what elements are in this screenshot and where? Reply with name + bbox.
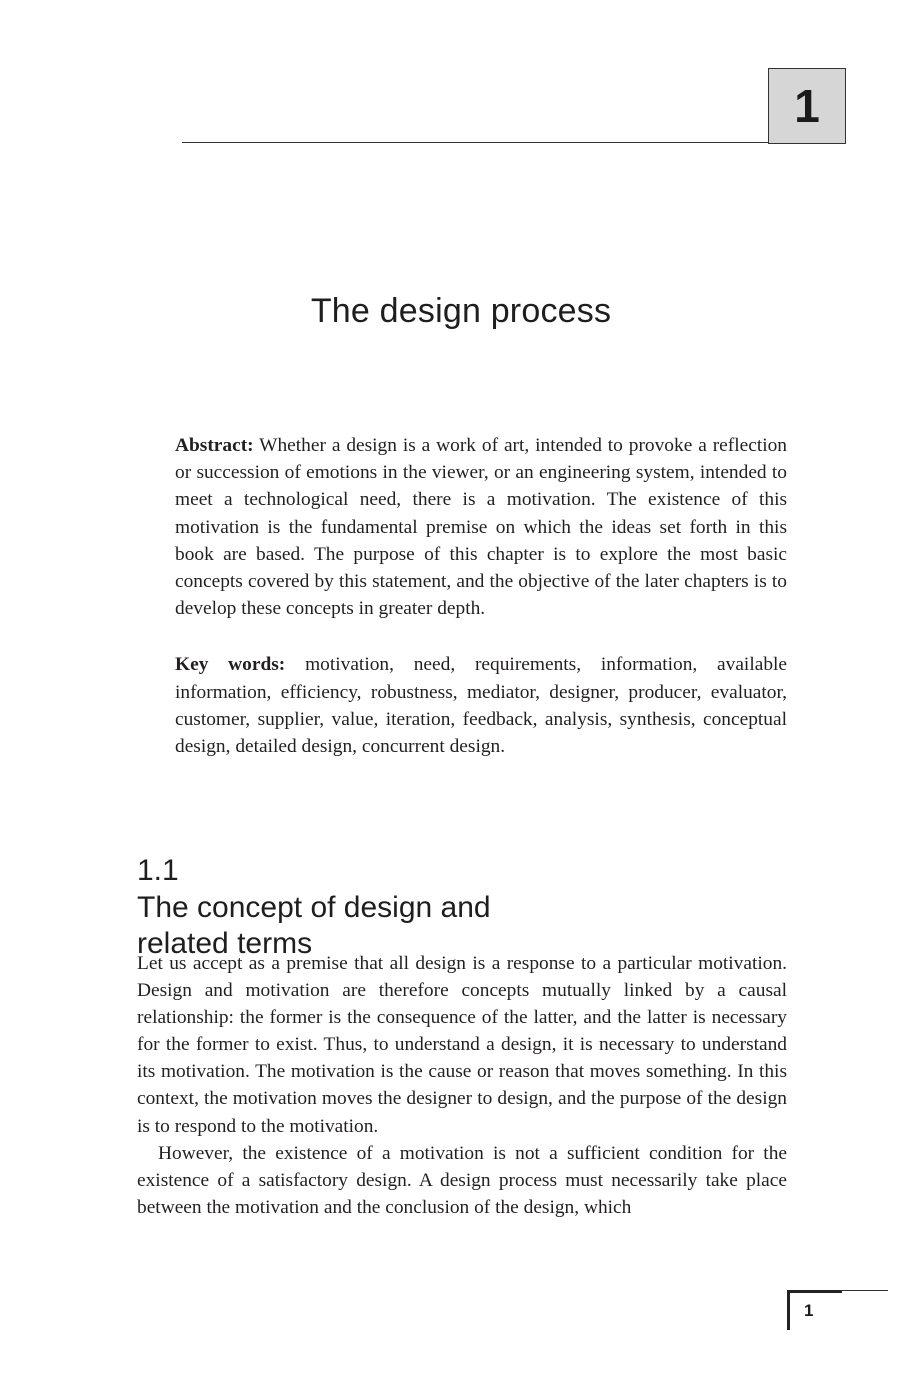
section-title-line-2: related terms bbox=[137, 927, 313, 960]
page-number-rule bbox=[840, 1290, 888, 1291]
chapter-header-rule bbox=[182, 142, 770, 143]
section-title-line-1: The concept of design and bbox=[137, 890, 491, 924]
chapter-title: The design process bbox=[310, 292, 612, 330]
chapter-number: 1 bbox=[794, 80, 820, 132]
abstract-paragraph bbox=[175, 432, 787, 622]
page-number-box bbox=[787, 1290, 842, 1330]
section-heading bbox=[137, 853, 787, 963]
keywords-label: Key words: bbox=[175, 654, 286, 676]
body-paragraph-1: Let us accept as a premise that all design is a response to a particular motivation. Design and motivation are therefore concepts mutually linked by a causal relationship: the former is the consequence of the latter, and the latter is necessary for the former to exist. Thus, to understand a design, it is necessary to understand its motivation. The motivation is the cause or reason that moves something. In this context, the motivation moves the designer to design, and the purpose of the design is to respond to the motivation. bbox=[137, 953, 787, 1137]
body-paragraph-2: However, the existence of a motivation is not a sufficient condition for the existence of a satisfactory design. A design process must necessarily take place between the motivation and the conclusion of the design, which bbox=[137, 1142, 787, 1218]
section-body bbox=[137, 950, 787, 1221]
abstract-label: Abstract: bbox=[175, 435, 254, 456]
section-number: 1.1 bbox=[137, 854, 179, 887]
page-number: 1 bbox=[804, 1301, 814, 1320]
chapter-number-box bbox=[768, 68, 846, 144]
abstract-text: Whether a design is a work of art, intended to provoke a reflection or succession of emotions in the viewer, or an engineering system, intended to meet a technological need, there is a motivation. The existence of this motivation is the fundamental premise on which the ideas set forth in this book are based. The purpose of this chapter is to explore the most basic concepts covered by this statement, and the objective of the later chapters is to develop these concepts in greater depth. bbox=[175, 435, 787, 620]
keywords-paragraph bbox=[175, 651, 787, 760]
abstract-block bbox=[175, 432, 787, 760]
section-heading-line-1 bbox=[137, 853, 787, 926]
keywords-text: motivation, need, requirements, information, available information, efficiency, robustness, mediator, designer, producer, evaluator, customer, supplier, value, iteration, feedback, analysis, synthesis, conceptual design, detailed design, concurrent design. bbox=[175, 654, 788, 758]
